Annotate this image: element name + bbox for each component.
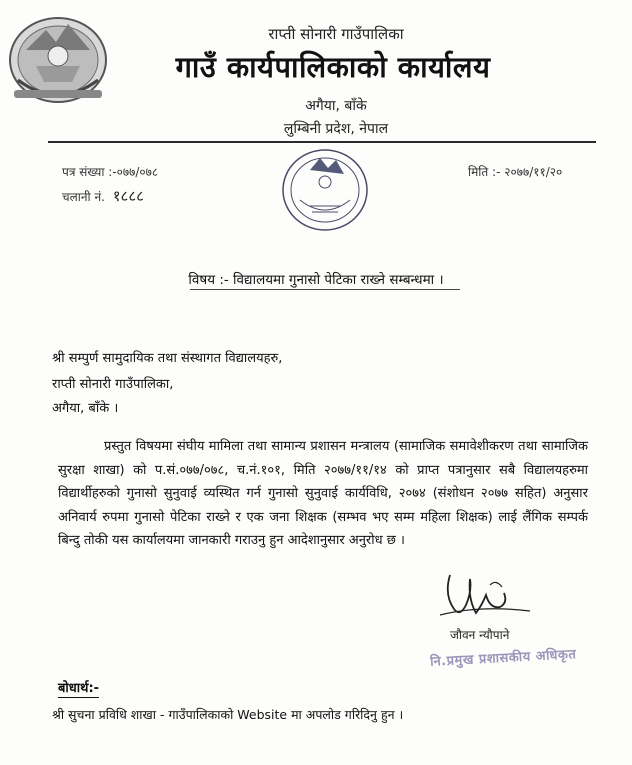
cc-line-1: श्री सुचना प्रविधि शाखा - गाउँपालिकाको Website मा अपलोड गरिदिनु हुन ।: [52, 707, 404, 722]
letter-subject: विषय :- विद्यालयमा गुनासो पेटिका राख्ने सम्बन्धमा ।: [188, 272, 444, 288]
letter-number: [62, 163, 158, 180]
date-value: २०७७/११/२०: [504, 165, 563, 179]
office-stamp-icon: [270, 140, 380, 240]
dispatch-number: [62, 186, 144, 206]
signer-name: जौवन न्यौपाने: [450, 628, 510, 642]
recipient-line-1: श्री सम्पुर्ण सामुदायिक तथा संस्थागत विद्यालयहरु,: [52, 351, 283, 366]
recipient-line-3: अगैया, बाँके ।: [52, 401, 119, 416]
handwritten-signature-icon: [430, 565, 540, 625]
letter-date: [468, 163, 562, 180]
subject-underline: [190, 289, 460, 290]
letter-number-value: -०७७/०७८: [112, 165, 159, 179]
municipality-name: राप्ती सोनारी गाउँपालिका: [268, 25, 404, 43]
designation-stamp: नि.प्रमुख प्रशासकीय अधिकृत: [429, 647, 577, 670]
cc-title: बोधार्थ:-: [58, 678, 99, 698]
dispatch-number-label: चलानी नं.: [62, 190, 105, 204]
office-address: अगैया, बाँके: [305, 98, 367, 114]
date-label: मिति :-: [468, 165, 501, 179]
dispatch-number-value: १८८८: [112, 187, 144, 205]
office-province: लुम्बिनी प्रदेश, नेपाल: [283, 121, 389, 137]
letter-body: प्रस्तुत विषयमा संघीय मामिला तथा सामान्य प्रशासन मन्त्रालय (सामाजिक समावेशीकरण तथा सामाजिक सुरक्षा शाखा) को प.सं.०७७/०७८, च.नं.१०१, मिति २०७७/११/१४ को प्राप्त पत्रानुसार सबै विद्यालयहरुमा विद्यार्थीहरुको गुनासो सुनुवाई व्यस्थित गर्न गुनासो सुनुवाई कार्यविधि, २०७४ (संशोधन २०७७ सहित) अनुसार अनिवार्य रुपमा गुनासो पेटिका राख्ने र एक जना शिक्षक (सम्भव भए सम्म महिला शिक्षक) लाई लैंगिक सम्पर्क बिन्दु तोकी यस कार्यालयमा जानकारी गराउनु हुन आदेशानुसार अनुरोध छ ।: [58, 439, 588, 548]
letter-number-label: पत्र संख्या :: [62, 165, 113, 179]
office-title: गाउँ कार्यपालिकाको कार्यालय: [175, 50, 491, 84]
recipient-line-2: राप्ती सोनारी गाउँपालिका,: [52, 377, 174, 392]
